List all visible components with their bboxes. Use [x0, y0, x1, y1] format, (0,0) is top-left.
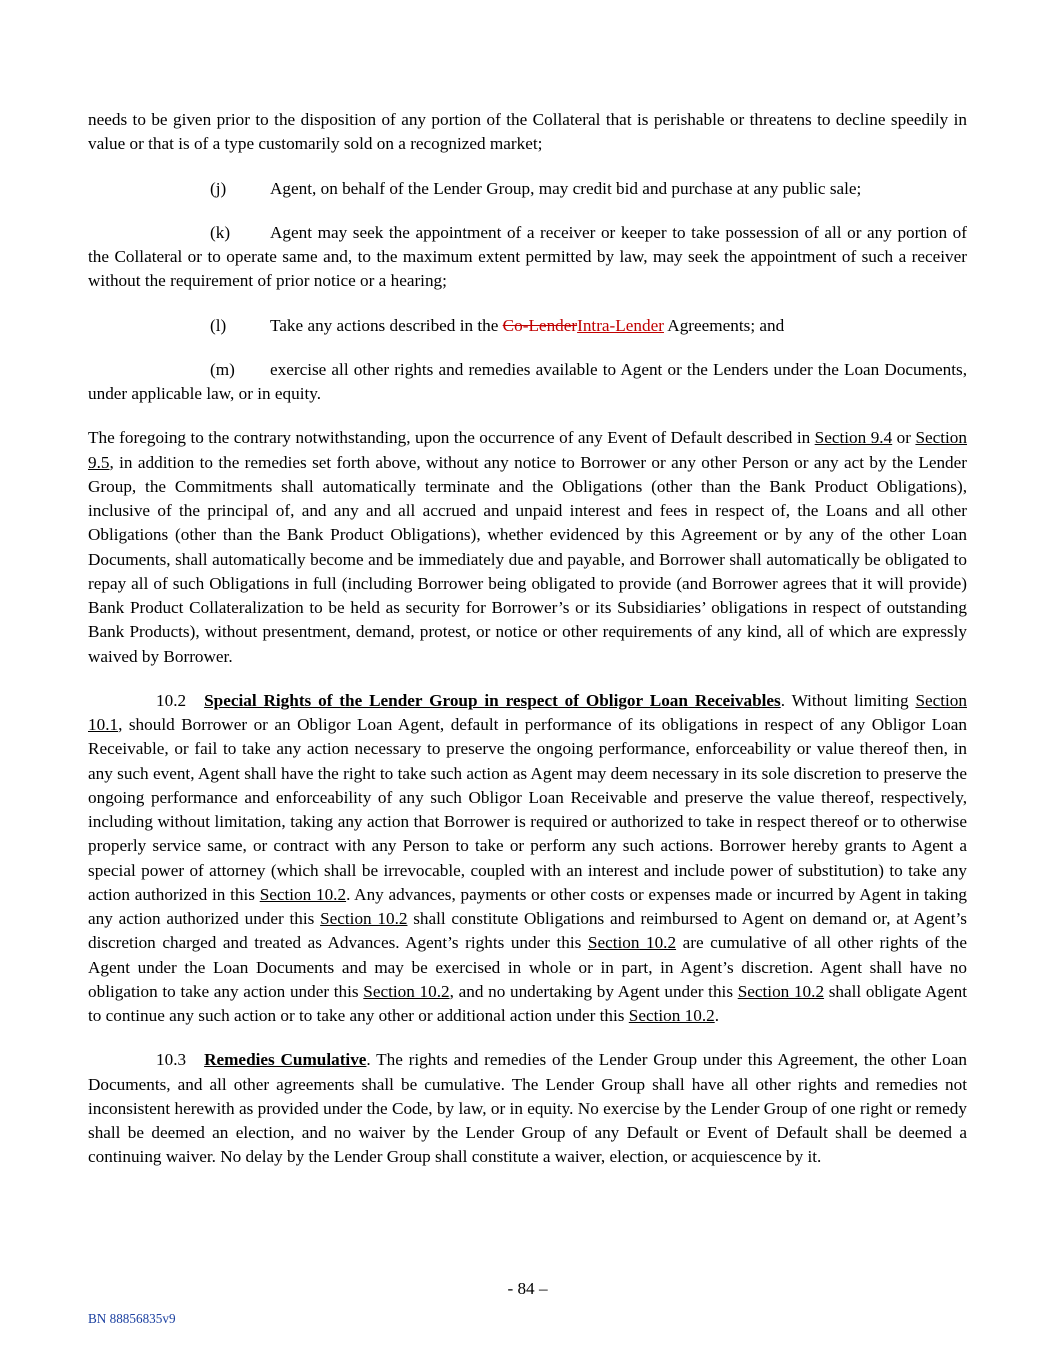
section-10-2 — [88, 689, 967, 1029]
section-10-2-number: 10.2 — [156, 690, 187, 710]
section-10-3-text: . The rights and remedies of the Lender Group under this Agreement, the other Loan Documents, and all other agreements shall be cumulative. The Lender Group shall have all other rights and remedies not inconsistent herewith as provided under the Code, by law, or in equity. No exercise by the Lender Group of one right or remedy shall be deemed an election, and no waiver by the Lender Group of any Default or Event of Default shall be deemed a continuing waiver. No delay by the Lender Group shall constitute a waiver, election, or acquiescence by it. — [88, 1050, 968, 1167]
clause-j-text: Agent, on behalf of the Lender Group, may credit bid and purchase at any public sale; — [270, 178, 862, 198]
section-10-2-p2: , should Borrower or an Obligor Loan Agent, default in performance of its obligations in respect of any Obligor Loan Receivable, or fail to take any action necessary to preserve the ongoing performance, enforceability or value thereof then, in any such event, Agent shall have the right to take such action as Agent may deem necessary in its sole discretion to preserve the ongoing performance and enforceability of any such Obligor Loan Receivable and preserve the value thereof, respectively, including without limitation, taking any action that Borrower is required or authorized to take in respect thereof or to otherwise properly service same, or contract with any Person to take or perform any such actions. Borrower hereby grants to Agent a special power of attorney (which shall be irrevocable, coupled with an interest and include power of substitution) to take any action authorized in this — [88, 715, 967, 904]
ref-section-9-4: Section 9.4 — [814, 428, 893, 448]
ref-section-9-5: Section 9.5 — [88, 428, 967, 472]
section-10-2-p5: are cumulative of all other rights of the Agent under the Loan Documents and may be exercised in whole or in part, in Agent’s discretion. Agent shall have no obligation to take any action under this — [88, 933, 967, 1001]
inserted-text-intra-lender: Intra-Lender — [577, 315, 664, 335]
section-10-2-p4: shall constitute Obligations and reimbursed to Agent on demand or, at Agent’s discretion charged and treated as Advances. Agent’s rights under this — [88, 909, 967, 953]
foregoing-paragraph — [88, 426, 967, 669]
foregoing-part3: , in addition to the remedies set forth above, without any notice to Borrower or any other Person or any act by the Lender Group, the Commitments shall automatically terminate and the Obligations (other than the Bank Product Obligations), inclusive of the principal of, and any and all accrued and unpaid interest and fees in respect of, the Loans and all other Obligations (other than the Bank Product Obligations), whether evidenced by this Agreement or by any of the other Loan Documents, shall automatically become and be immediately due and payable, and Borrower shall automatically be obligated to repay all of such Obligations in full (including Borrower being obligated to provide (and Borrower agrees that it will provide) Bank Product Collateralization to be held as security for Borrower’s or its Subsidiaries’ obligations in respect of outstanding Bank Products), without presentment, demand, protest, or notice or other requirements of any kind, all of which are expressly waived by Borrower. — [88, 452, 967, 666]
ref-section-10-2-c: Section 10.2 — [587, 933, 677, 953]
foregoing-part1: The foregoing to the contrary notwithstanding, upon the occurrence of any Event of Default described in — [88, 428, 815, 448]
section-10-2-heading: Special Rights of the Lender Group in respect of Obligor Loan Receivables — [204, 690, 781, 710]
deleted-text-co-lender: Co-Lender — [502, 315, 578, 335]
clause-m-text: exercise all other rights and remedies available to Agent or the Lenders under the Loan Documents, under applicable law, or in equity. — [88, 359, 967, 403]
ref-section-10-2-a: Section 10.2 — [259, 884, 347, 904]
ref-section-10-1: Section 10.1 — [88, 690, 967, 734]
section-10-2-p7: shall obligate Agent to continue any such action or to take any other or additional action under this — [88, 981, 967, 1025]
ref-section-10-2-e: Section 10.2 — [737, 981, 825, 1001]
document-id-stamp: BN 88856835v9 — [88, 1311, 176, 1326]
clause-k — [88, 221, 967, 294]
clause-k-text: Agent may seek the appointment of a receiver or keeper to take possession of all or any portion of the Collateral or to operate same and, to the maximum extent permitted by law, may seek the appointment of such a receiver without the requirement of prior notice or a hearing; — [88, 222, 967, 291]
ref-section-10-2-b: Section 10.2 — [320, 909, 408, 928]
section-10-2-p3: . Any advances, payments or other costs or expenses made or incurred by Agent in taking any action authorized under this — [88, 884, 968, 928]
page-number: - 84 – — [507, 1279, 548, 1298]
clause-l-label: (l) — [210, 315, 227, 335]
section-10-3 — [88, 1048, 967, 1169]
clause-m-label: (m) — [210, 359, 235, 379]
ref-section-10-2-f: Section 10.2 — [628, 1006, 715, 1025]
clause-m — [88, 358, 967, 407]
intro-paragraph: needs to be given prior to the disposition of any portion of the Collateral that is perishable or threatens to decline speedily in value or that is of a type customarily sold on a recognized market; — [88, 110, 967, 154]
clause-j-label: (j) — [210, 178, 227, 198]
clause-k-label: (k) — [210, 222, 231, 242]
clause-l-text-after: Agreements; and — [663, 315, 785, 335]
section-10-3-number: 10.3 — [156, 1050, 187, 1070]
section-10-3-heading: Remedies Cumulative — [204, 1050, 367, 1070]
clause-l-text-before: Take any actions described in the — [270, 315, 503, 335]
section-10-2-p8: . — [714, 1006, 720, 1025]
clause-j — [88, 177, 967, 201]
section-10-2-p6: , and no undertaking by Agent under this — [449, 981, 738, 1001]
section-10-2-p1: . Without limiting — [780, 690, 916, 710]
clause-l — [88, 314, 967, 338]
ref-section-10-2-d: Section 10.2 — [363, 981, 450, 1001]
foregoing-part2: or — [892, 428, 916, 448]
